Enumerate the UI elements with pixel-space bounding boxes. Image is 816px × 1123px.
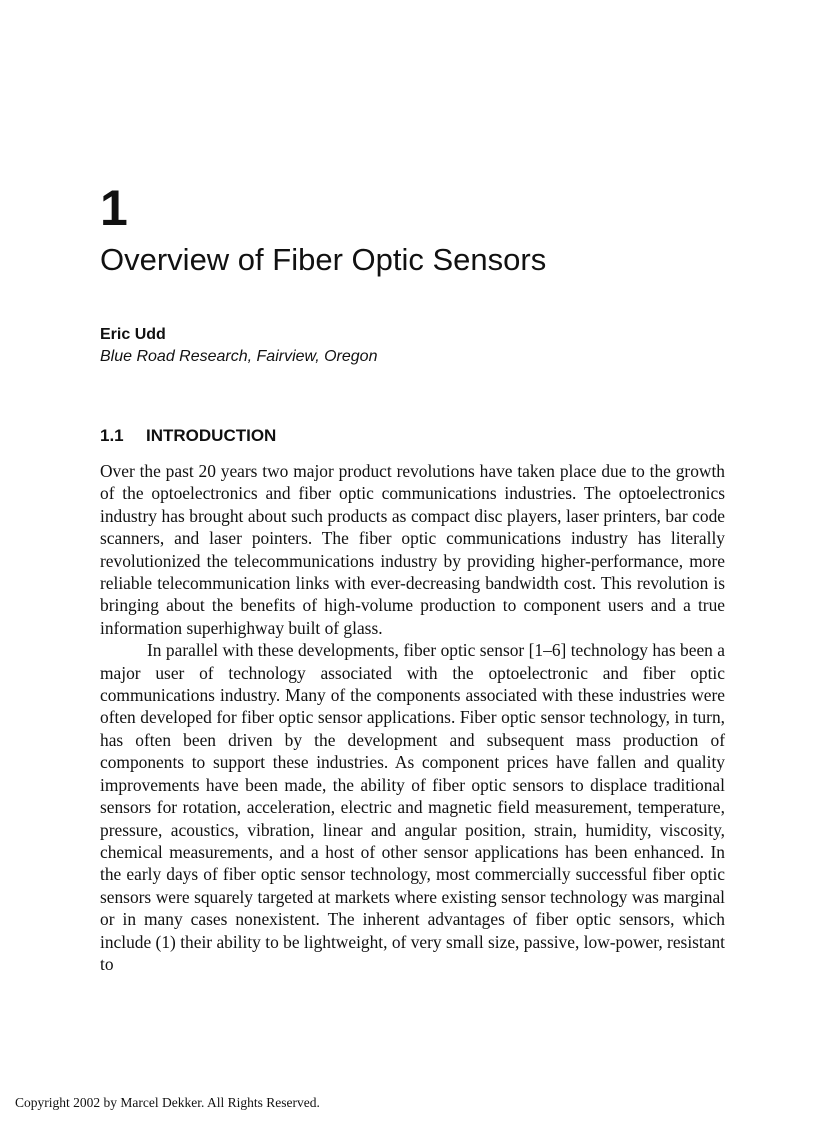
section-title: INTRODUCTION	[146, 426, 277, 445]
section-number: 1.1	[100, 426, 124, 445]
chapter-title: Overview of Fiber Optic Sensors	[100, 242, 547, 277]
section-heading	[100, 424, 276, 448]
author-affiliation: Blue Road Research, Fairview, Oregon	[100, 348, 378, 365]
chapter-number: 1	[100, 180, 128, 236]
body-text	[100, 460, 725, 975]
copyright-notice: Copyright 2002 by Marcel Dekker. All Rights Reserved.	[15, 1095, 320, 1110]
paragraph: Over the past 20 years two major product revolutions have taken place due to the growth of the optoelectronics and fiber optic communications industries. The optoelectronics industry has brought about such products as compact disc players, laser printers, bar code scanners, and laser pointers. The fiber optic communications industry has literally revolutionized the telecommunications industry by providing higher-performance, more reliable telecommunication links with ever-decreasing bandwidth cost. This revolution is bringing about the benefits of high-volume production to component users and a true information superhighway built of glass.	[100, 461, 725, 638]
paragraph: In parallel with these developments, fiber optic sensor [1–6] technology has been a major user of technology associated with the optoelectronic and fiber optic communications industry. Many of the components associated with these industries were often developed for fiber optic sensor applications. Fiber optic sensor technology, in turn, has often been driven by the development and subsequent mass production of components to support these industries. As component prices have fallen and quality improvements have been made, the ability of fiber optic sensors to displace traditional sensors for rotation, acceleration, electric and magnetic field measurement, temperature, pressure, acoustics, vibration, linear and angular position, strain, humidity, viscosity, chemical measurements, and a host of other sensor applications has been enhanced. In the early days of fiber optic sensor technology, most commercially successful fiber optic sensors were squarely targeted at markets where existing sensor technology was marginal or in many cases nonexistent. The inherent advantages of fiber optic sensors, which include (1) their ability to be lightweight, of very small size, passive, low-power, resistant to	[100, 640, 725, 974]
author-name: Eric Udd	[100, 326, 166, 343]
